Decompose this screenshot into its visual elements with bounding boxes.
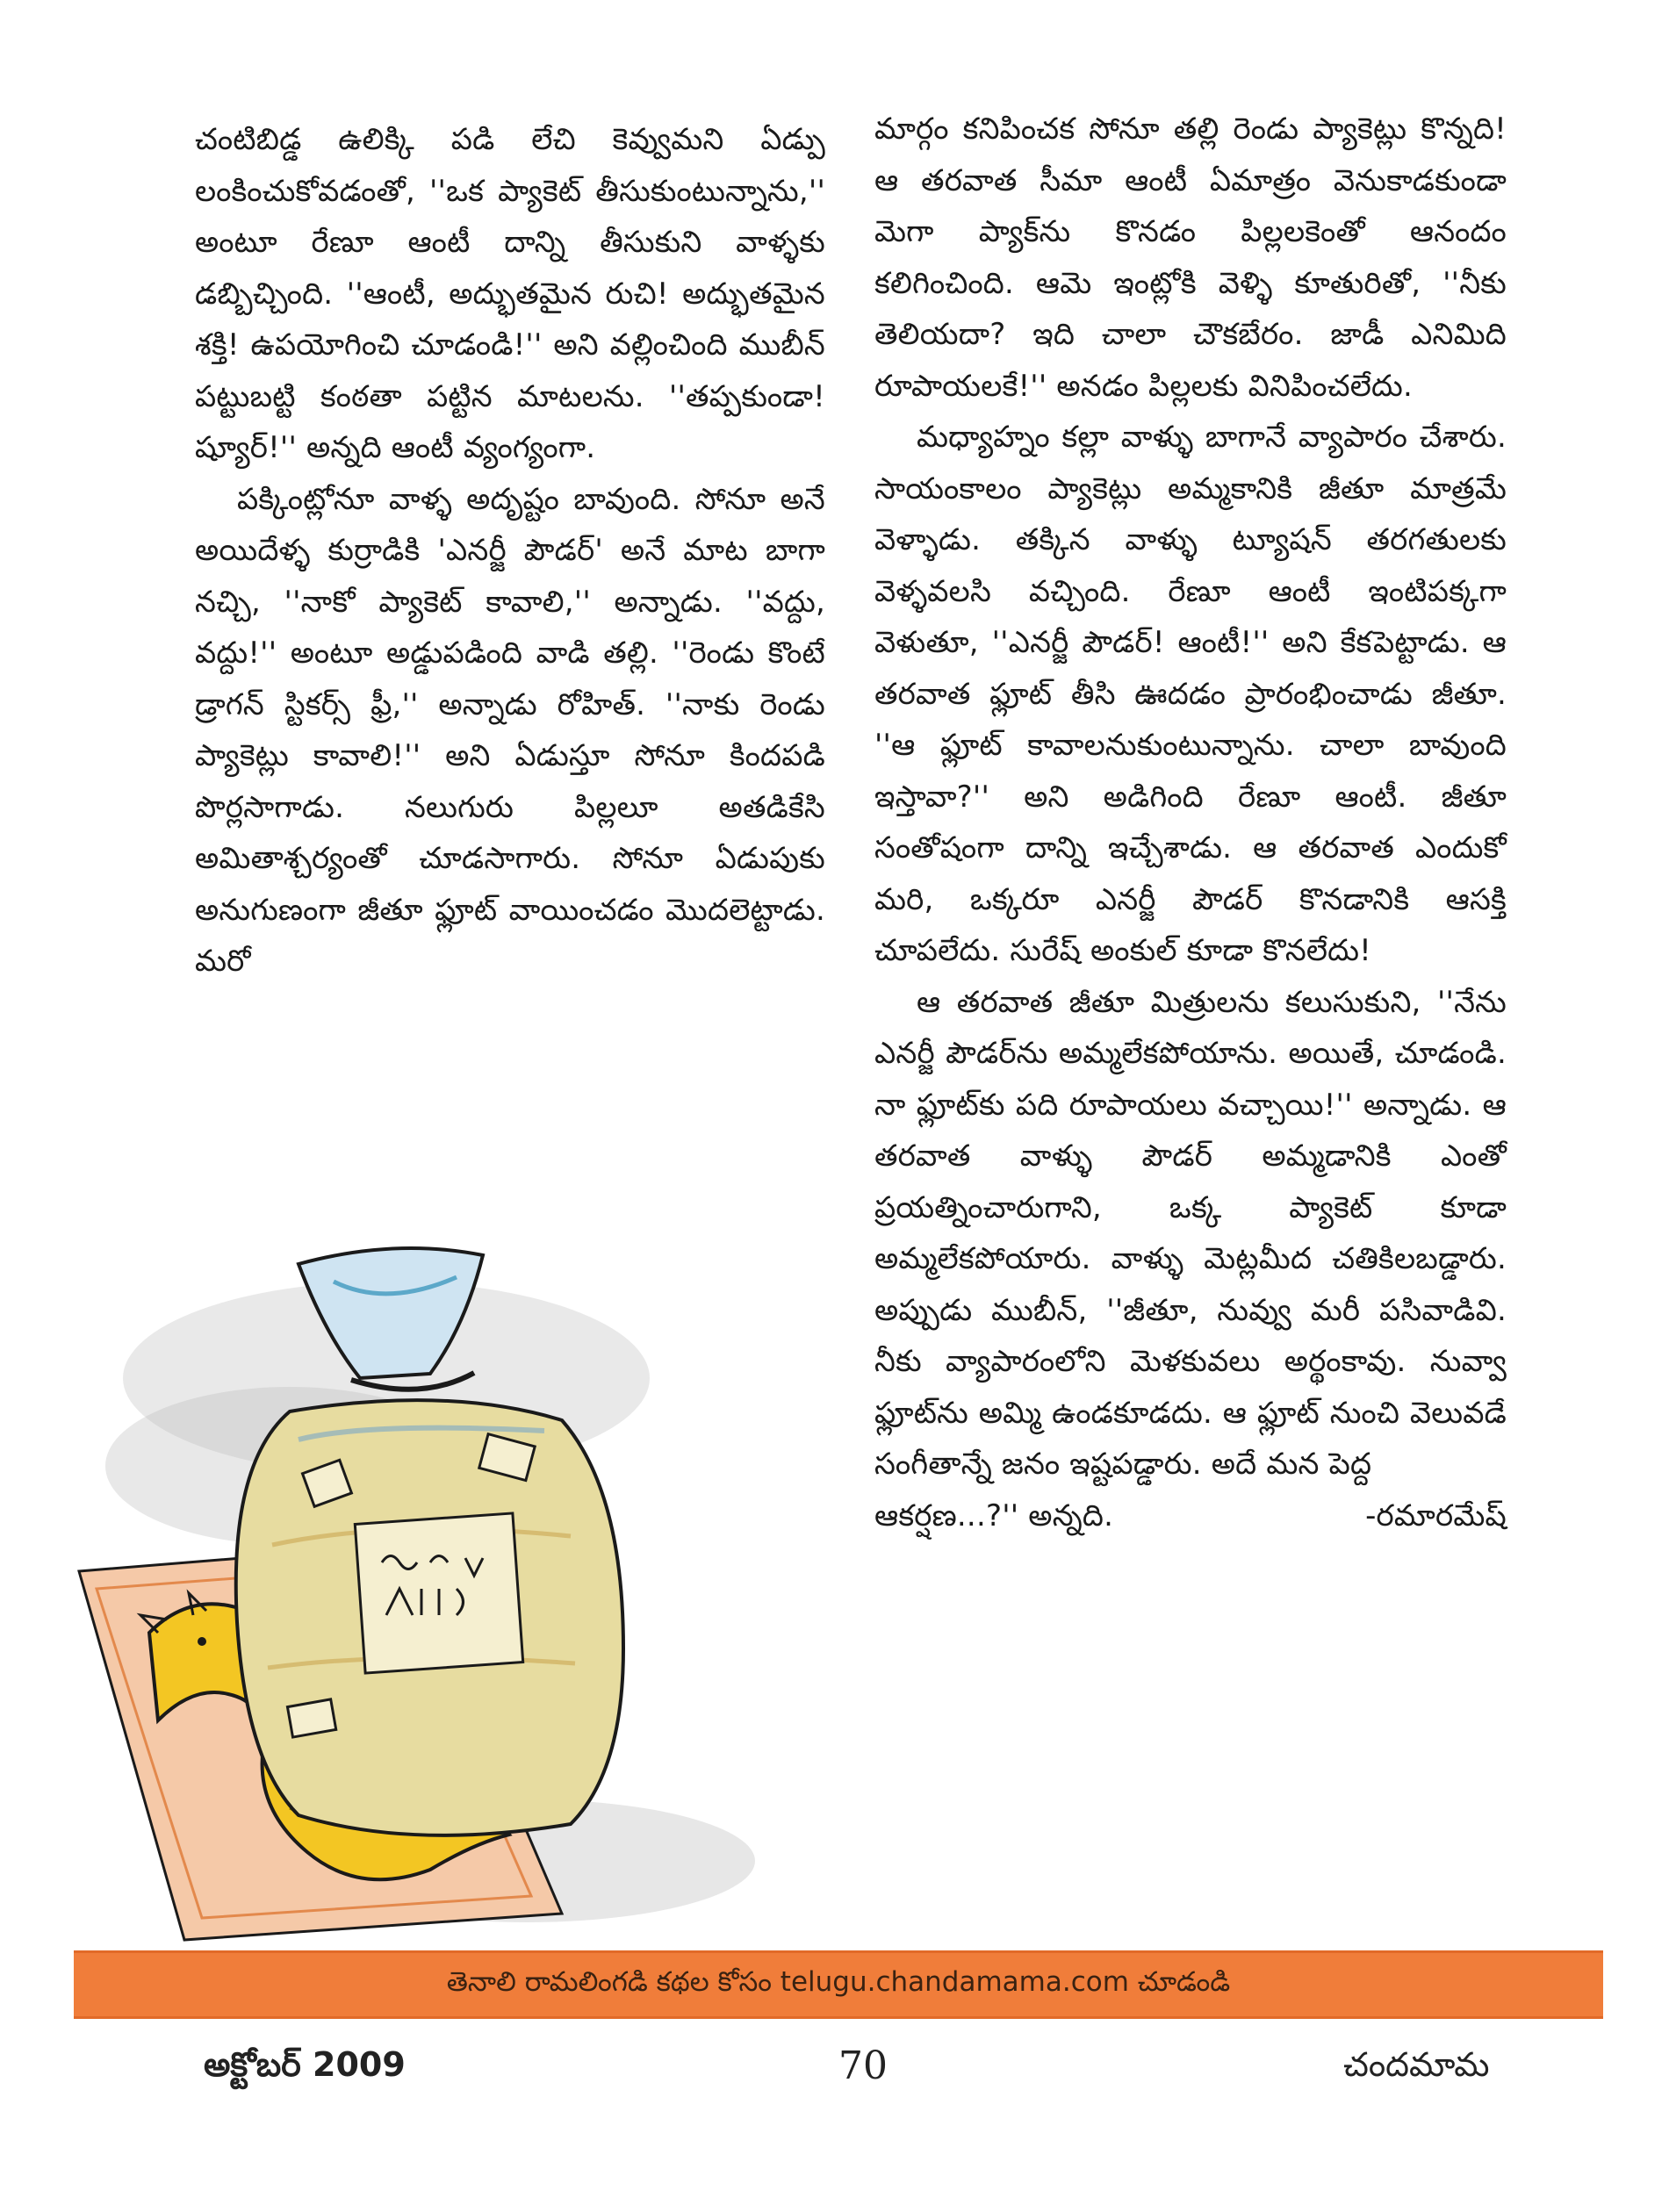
paragraph: ఆ తరవాత జీతూ మిత్రులను కలుసుకుని, ''నేను ఎనర్జీ పౌడర్‌ను అమ్మలేకపోయాను. అయితే, చూడండి. నా ఫ్లూట్‌కు పది రూపాయలు వచ్చాయి!'' అన్నాడు. ఆ తరవాత వాళ్ళు పౌడర్ అమ్మడానికి ఎంతో ప్రయత్నించారుగాని, ఒక్క ప్యాకెట్ కూడా అమ్మలేకపోయారు. వాళ్ళు మెట్లమీద చతికిలబడ్డారు. అప్పుడు ముబీన్, ''జీతూ, నువ్వు మరీ పసివాడివి. నీకు వ్యాపారంలోని మెళకువలు అర్థంకావు. నువ్వా ఫ్లూట్‌ను అమ్మి ఉండకూడదు. ఆ ఫ్లూట్ నుంచి వెలువడే సంగీతాన్నే జనం ఇష్టపడ్డారు. అదే మన పెద్ద bbox=[874, 984, 1507, 1482]
banner-text: తెనాలి రామలింగడి కథల కోసం telugu.chandamama.com చూడండి bbox=[446, 1965, 1231, 1998]
website-promo-banner bbox=[74, 1950, 1603, 2019]
page-number: 70 bbox=[838, 2043, 888, 2088]
powder-sack-with-dragon-sticker-icon bbox=[70, 1176, 843, 1949]
paragraph: పక్కింట్లోనూ వాళ్ళ అదృష్టం బావుంది. సోనూ అనే అయిదేళ్ళ కుర్రాడికి 'ఎనర్జీ పౌడర్' అనే మాట బాగా నచ్చి, ''నాకో ప్యాకెట్ కావాలి,'' అన్నాడు. ''వద్దు, వద్దు!'' అంటూ అడ్డుపడింది వాడి తల్లి. ''రెండు కొంటే డ్రాగన్ స్టికర్స్ ఫ్రీ,'' అన్నాడు రోహిత్. ''నాకు రెండు ప్యాకెట్లు కావాలి!'' అని ఏడుస్తూ సోనూ కిందపడి పొర్లసాగాడు. నలుగురు పిల్లలూ అతడికేసి అమితాశ్చర్యంతో చూడసాగారు. సోనూ ఏడుపుకు అనుగుణంగా జీతూ ఫ్లూట్ వాయించడం మొదలెట్టాడు. మరో bbox=[195, 481, 825, 979]
closing-line bbox=[874, 1490, 1507, 1542]
paragraph: మార్గం కనిపించక సోనూ తల్లి రెండు ప్యాకెట్లు కొన్నది! ఆ తరవాత సీమా ఆంటీ ఏమాత్రం వెనుకాడకుండా మెగా ప్యాక్‌ను కొనడం పిల్లలకెంతో ఆనందం కలిగించింది. ఆమె ఇంట్లోకి వెళ్ళి కూతురితో, ''నీకు తెలియదా? ఇది చాలా చౌకబేరం. జాడీ ఎనిమిది రూపాయలకే!'' అనడం పిల్లలకు వినిపించలేదు. bbox=[874, 111, 1507, 404]
paragraph: మధ్యాహ్నం కల్లా వాళ్ళు బాగానే వ్యాపారం చేశారు. సాయంకాలం ప్యాకెట్లు అమ్మకానికి జీతూ మాత్రమే వెళ్ళాడు. తక్కిన వాళ్ళు ట్యూషన్ తరగతులకు వెళ్ళవలసి వచ్చింది. రేణూ ఆంటీ ఇంటిపక్కగా వెళుతూ, ''ఎనర్జీ పౌడర్! ఆంటీ!'' అని కేకపెట్టాడు. ఆ తరవాత ఫ్లూట్ తీసి ఊదడం ప్రారంభించాడు జీతూ. ''ఆ ఫ్లూట్ కావాలనుకుంటున్నాను. చాలా బావుంది ఇస్తావా?'' అని అడిగింది రేణూ ఆంటీ. జీతూ సంతోషంగా దాన్ని ఇచ్చేశాడు. ఆ తరవాత ఎందుకో మరి, ఒక్కరూ ఎనర్జీ పౌడర్ కొనడానికి ఆసక్తి చూపలేదు. సురేష్ అంకుల్ కూడా కొనలేదు! bbox=[874, 420, 1507, 968]
paragraph: చంటిబిడ్డ ఉలిక్కి పడి లేచి కెవ్వుమని ఏడ్పు లంకించుకోవడంతో, ''ఒక ప్యాకెట్ తీసుకుంటున్నాను,'' అంటూ రేణూ ఆంటీ దాన్ని తీసుకుని వాళ్ళకు డబ్బిచ్చింది. ''ఆంటీ, అద్భుతమైన రుచి! అద్భుతమైన శక్తి! ఉపయోగించి చూడండి!'' అని వల్లించింది ముబీన్ పట్టుబట్టి కంఠతా పట్టిన మాటలను. ''తప్పకుండా! ష్యూర్!'' అన్నది ఆంటీ వ్యంగ్యంగా. bbox=[195, 122, 825, 465]
issue-date: అక్టోబర్ 2009 bbox=[204, 2045, 406, 2084]
closing-text: ఆకర్షణ...?'' అన్నది. bbox=[874, 1497, 1114, 1533]
author-byline: -రమారమేష్ bbox=[1365, 1497, 1507, 1533]
magazine-name: చందమామ bbox=[1343, 2045, 1490, 2084]
right-text-column bbox=[874, 104, 1507, 1541]
left-text-column bbox=[195, 114, 825, 988]
